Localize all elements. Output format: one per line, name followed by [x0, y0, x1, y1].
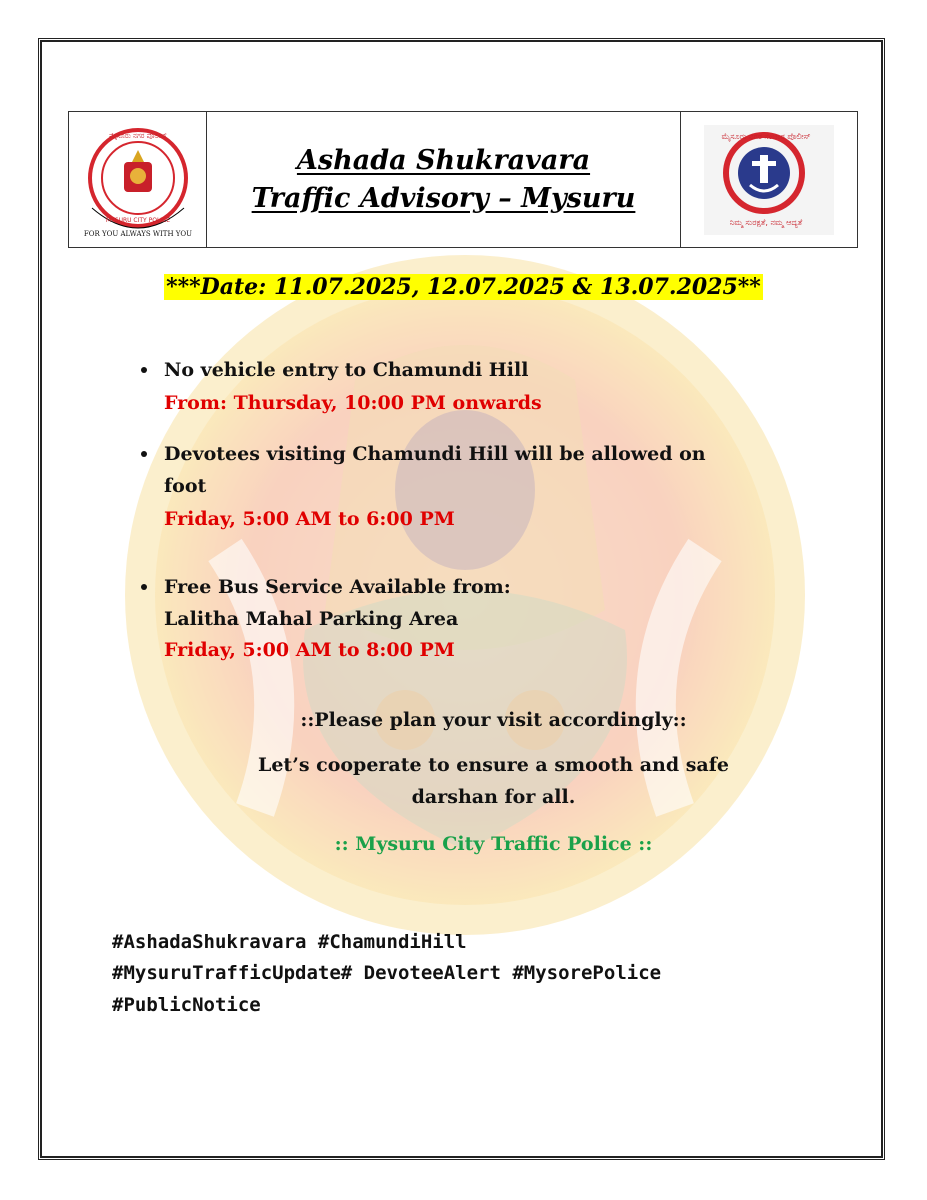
date-text: ***Date: 11.07.2025, 12.07.2025 & 13.07.2025**: [166, 274, 761, 300]
page-title-line2: Traffic Advisory – Mysuru: [251, 182, 636, 214]
plan-note: ::Please plan your visit accordingly::: [300, 709, 687, 731]
cooperate-line-2: darshan for all.: [411, 786, 576, 808]
hashtags-line-3: #PublicNotice: [112, 994, 261, 1016]
cooperate-line-1: Let’s cooperate to ensure a smooth and safe: [257, 754, 729, 776]
item-2-text: Devotees visiting Chamundi Hill will be allowed on: [164, 443, 706, 465]
item-3-time: Friday, 5:00 AM to 8:00 PM: [164, 639, 455, 661]
bullet-icon: [141, 584, 147, 590]
logo-ring-text-bottom: MYSURU CITY POLICE: [105, 216, 170, 224]
item-3-location: Lalitha Mahal Parking Area: [164, 608, 459, 630]
hashtags-line-1: #AshadaShukravara #ChamundiHill: [112, 931, 467, 953]
page-title-line1: Ashada Shukravara: [296, 144, 591, 176]
logo-motto: FOR YOU ALWAYS WITH YOU: [83, 229, 192, 238]
item-2-text-cont: foot: [164, 475, 207, 497]
logo-ring-text-top: ಮೈಸೂರು ನಗರ ಪೊಲೀಸ್: [108, 131, 167, 140]
logo-ring-text: ಮೈಸೂರು ನಗರ ಸಂಚಾರ ಪೊಲೀಸ್: [721, 131, 811, 141]
hashtags-line-2: #MysuruTrafficUpdate# DevoteeAlert #MysorePolice: [112, 962, 662, 984]
item-3-text: Free Bus Service Available from:: [164, 576, 511, 598]
item-1-text: No vehicle entry to Chamundi Hill: [164, 359, 529, 381]
bullet-icon: [141, 367, 147, 373]
bullet-icon: [141, 451, 147, 457]
signature: :: Mysuru City Traffic Police ::: [334, 833, 653, 855]
item-1-time: From: Thursday, 10:00 PM onwards: [164, 392, 542, 414]
item-2-time: Friday, 5:00 AM to 6:00 PM: [164, 508, 455, 530]
logo-motto-kannada: ನಿಮ್ಮ ಸುರಕ್ಷತೆ, ನಮ್ಮ ಆದ್ಯತೆ: [729, 217, 803, 227]
